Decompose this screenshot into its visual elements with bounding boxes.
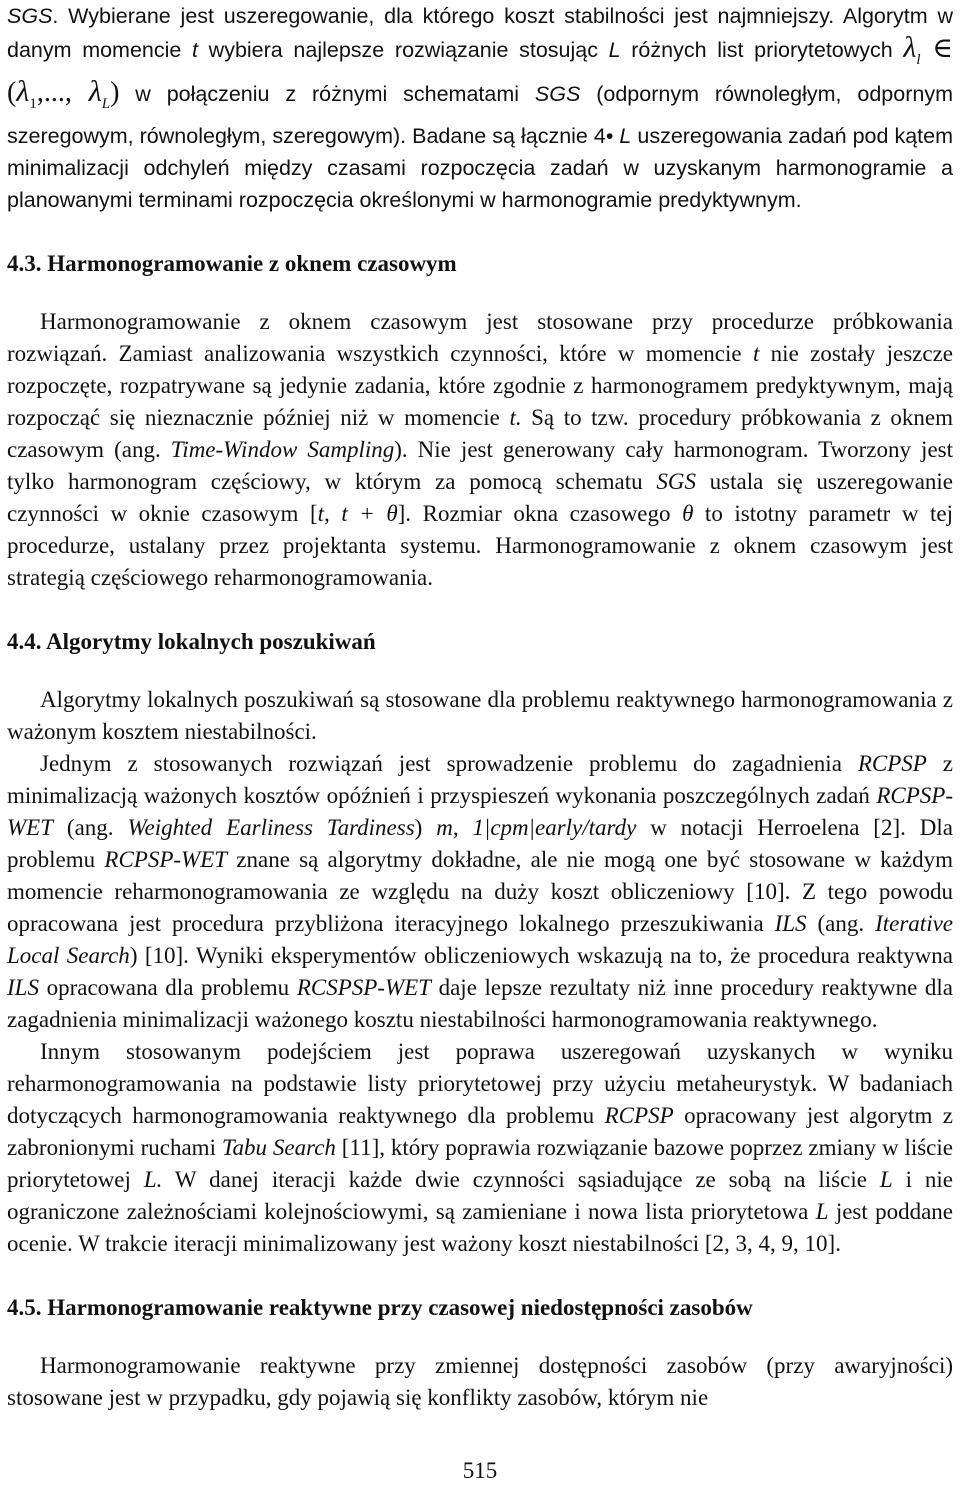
text-run: (odpornym równoległym, odpornym szeregowym, równoległym, szeregowym). <box>7 82 953 148</box>
text-run: z minimalizacją ważonych kosztów opóźnień i przyspieszeń wykonania poszczególnych zadań <box>7 751 953 808</box>
text-run: jest poddane ocenie. W trakcie iteracji minimalizowany jest ważony koszt niestabilności [2, 3, 4, 9, 10]. <box>7 1199 954 1256</box>
text-run: SGS <box>656 469 696 494</box>
text-run: 1 <box>29 96 37 112</box>
text-run: [11], który poprawia rozwiązanie bazowe poprzez zmiany w liście priorytetowej <box>7 1135 953 1192</box>
section-4-4-paragraph-3 <box>7 1036 953 1260</box>
text-run: Weighted Earliness Tardiness <box>127 815 415 840</box>
text-run: Innym stosowanym podejściem jest poprawa uszeregowań uzyskanych w wyniku reharmonogramowania na podstawie listy priorytetowej przy użyciu metaheurystyk. W badaniach dotyczących harmonogramowania reaktywnego dla problemu <box>7 1039 953 1128</box>
text-run: Badane są łącznie 4• <box>406 124 620 148</box>
text-run: ) <box>110 77 120 108</box>
text-run: Time-Window Sampling <box>170 437 395 462</box>
text-run: ILS <box>7 975 39 1000</box>
text-run: Iterative Local Search <box>7 911 953 968</box>
text-run: L <box>101 96 111 112</box>
text-run: ILS <box>774 911 807 936</box>
text-run: L <box>815 1199 829 1224</box>
page-number: 515 <box>462 1458 498 1483</box>
text-run: opracowany jest algorytm z zabronionymi ruchami <box>7 1103 953 1160</box>
text-run: ∈ ( <box>7 33 954 108</box>
text-run: w połączeniu z różnymi schematami <box>119 82 535 106</box>
text-run: m, 1|cpm|early/tardy <box>436 815 637 840</box>
text-run: λ <box>16 75 30 108</box>
text-run: θ <box>682 501 694 526</box>
text-run: ]. Rozmiar okna czasowego <box>397 501 683 526</box>
text-run: RCPSP <box>857 751 927 776</box>
text-run: w notacji Herroelena [2]. Dla problemu <box>7 815 953 872</box>
section-4-4-paragraph-2 <box>7 748 953 1036</box>
section-4-3-paragraph <box>7 306 953 594</box>
text-run: znane są algorytmy dokładne, ale nie mogą one być stosowane w każdym momencie reharmonogramowania ze względu na duży koszt obliczeniowy [10]. Z tego powodu opracowana jest procedura przybliżona iteracyjnego lokalnego przeszukiwania <box>7 847 953 936</box>
text-run: L <box>608 38 621 62</box>
section-4-4-paragraph-1: Algorytmy lokalnych poszukiwań są stosowane dla problemu reaktywnego harmonogramowania z ważonym kosztem niestabilności. <box>7 687 953 744</box>
text-run: nie zostały jeszcze rozpoczęte, rozpatrywane są jedynie zadania, które zgodnie z harmonogramem predyktywnym, mają rozpocząć się nieznacznie później niż w momencie <box>7 341 953 430</box>
text-run: λ <box>903 31 917 64</box>
text-run: Tabu Search <box>221 1135 336 1160</box>
text-run: różnych list priorytetowych <box>620 38 904 62</box>
text-run: ) <box>414 815 437 840</box>
text-run: L <box>619 124 632 148</box>
text-run: ,..., <box>36 77 89 108</box>
text-run: W danej iteracji każde dwie czynności sąsiadujące ze sobą na liście <box>162 1167 880 1192</box>
text-run: SGS <box>534 82 581 106</box>
text-run: t <box>192 38 199 62</box>
text-run: RCPSP-WET <box>7 783 953 840</box>
text-run: λ <box>88 75 102 108</box>
text-run: Harmonogramowanie z oknem czasowym jest stosowane przy procedurze próbkowania rozwiązań. Zamiast analizowania wszystkich czynności, które w momencie <box>7 309 953 366</box>
text-run: RCPSP-WET <box>104 847 228 872</box>
page-body <box>7 0 953 1414</box>
section-heading-4-4: 4.4. Algorytmy lokalnych poszukiwań <box>7 629 376 654</box>
text-run: (ang. <box>53 815 128 840</box>
text-run: L. <box>143 1167 163 1192</box>
section-4-5-paragraph: Harmonogramowanie reaktywne przy zmiennej dostępności zasobów (przy awaryjności) stosowane jest w przypadku, gdy pojawią się konflikty zasobów, którym nie <box>7 1353 953 1410</box>
text-run: l <box>916 52 921 68</box>
text-run: to istotny parametr w tej procedurze, ustalany przez projektanta systemu. Harmonogramowanie z oknem czasowym jest strategią częściowego reharmonogramowania. <box>7 501 953 590</box>
text-run: RCSPSP-WET <box>296 975 431 1000</box>
text-run: L <box>879 1167 893 1192</box>
text-run: t. <box>509 405 522 430</box>
text-run: . Wybierane jest uszeregowanie, dla którego koszt stabilności jest najmniejszy. Algorytm w danym momencie <box>7 4 953 62</box>
text-run: opracowana dla problemu <box>38 975 297 1000</box>
text-run: uszeregowania zadań pod kątem minimalizacji odchyleń między czasami rozpoczęcia zadań w uzyskanym harmonogramie a planowanymi terminami rozpoczęcia określonymi w harmonogramie predyktywnym. <box>7 124 953 212</box>
text-run: RCPSP <box>604 1103 674 1128</box>
text-run: Jednym z stosowanych rozwiązań jest sprowadzenie problemu do zagadnienia <box>40 751 858 776</box>
section-heading-4-3: 4.3. Harmonogramowanie z oknem czasowym <box>7 251 457 276</box>
text-run: i nie ograniczone zależnościami kolejnościowymi, są zamieniane i nowa lista priorytetowa <box>7 1167 953 1224</box>
text-run: t, t + θ <box>317 501 398 526</box>
intro-paragraph <box>7 0 953 216</box>
text-run: ). Nie jest generowany cały harmonogram. Tworzony jest tylko harmonogram częściowy, w którym za pomocą schematu <box>7 437 953 494</box>
text-run: (ang. <box>806 911 876 936</box>
text-run: ustala się uszeregowanie czynności w oknie czasowym [ <box>7 469 953 526</box>
text-run: t <box>752 341 760 366</box>
text-run: SGS <box>7 4 53 28</box>
text-run: wybiera najlepsze rozwiązanie stosując <box>198 38 609 62</box>
text-run: ) [10]. Wyniki eksperymentów obliczeniowych wskazują na to, że procedura reaktywna <box>129 943 954 968</box>
section-heading-4-5: 4.5. Harmonogramowanie reaktywne przy czasowej niedostępności zasobów <box>7 1295 753 1320</box>
text-run: Są to tzw. procedury próbkowania z oknem czasowym (ang. <box>7 405 953 462</box>
text-run: daje lepsze rezultaty niż inne procedury reaktywne dla zagadnienia minimalizacji ważonego kosztu niestabilności harmonogramowania reaktywnego. <box>7 975 954 1032</box>
